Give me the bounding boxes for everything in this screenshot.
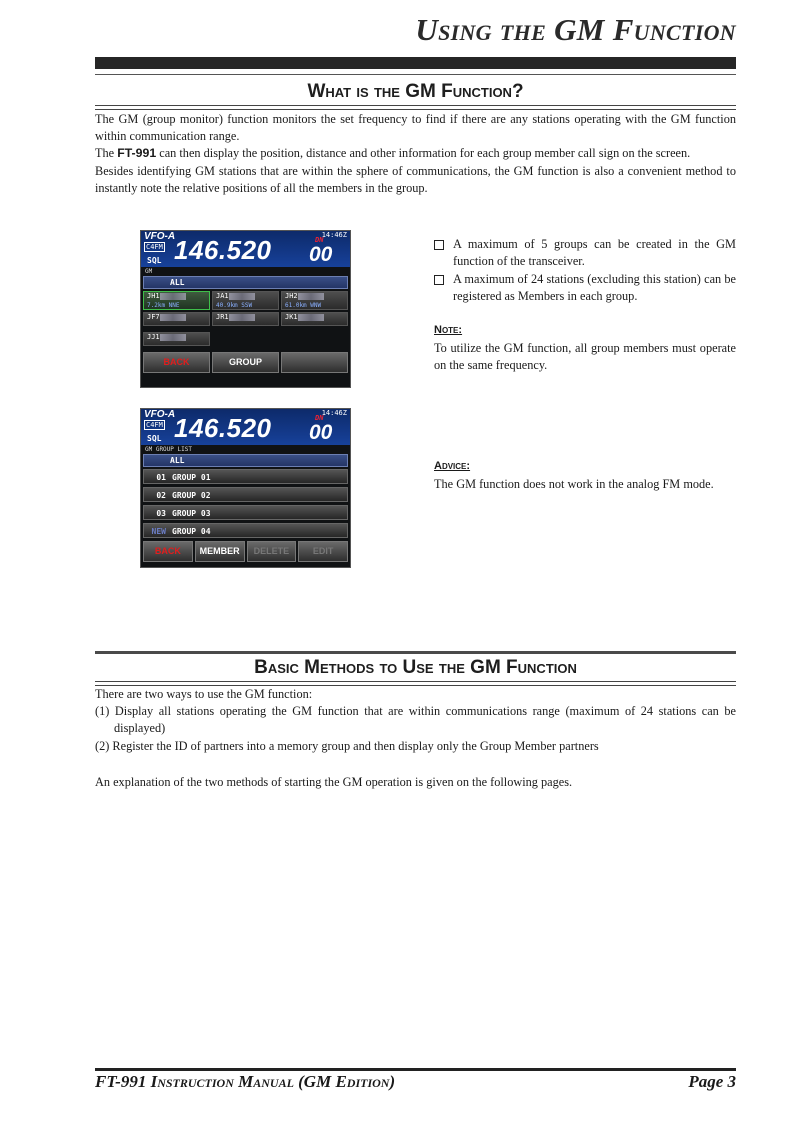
screen-button-row <box>143 541 348 562</box>
screen-label: GM <box>145 268 153 275</box>
screen-button-row <box>143 352 348 373</box>
group-row[interactable]: 02 GROUP 02 <box>143 487 348 502</box>
screen-frequency-display <box>141 409 350 445</box>
group-row[interactable]: 01 GROUP 01 <box>143 469 348 484</box>
gm-station-screen <box>140 230 351 388</box>
dn-indicator: DN <box>315 414 324 422</box>
mode-tag: C4FM <box>146 243 163 251</box>
group-row[interactable]: 03 GROUP 03 <box>143 505 348 520</box>
footer-manual-title: FT-991 Instruction Manual (GM Edition) <box>95 1072 396 1091</box>
group-row[interactable]: NEW GROUP 04 <box>143 523 348 538</box>
vfo-label: VFO-A <box>144 231 176 242</box>
section-heading-what-is-gm: What is the GM Function? <box>307 81 524 102</box>
clock: 14:46Z <box>321 231 347 239</box>
all-bar[interactable]: ALL <box>143 454 348 467</box>
method-item-2: (2) Register the ID of partners into a memory group and then display only the Group Member partners <box>95 738 599 753</box>
edit-button[interactable]: EDIT <box>298 541 348 562</box>
clock: 14:46Z <box>321 409 347 417</box>
blank-button[interactable] <box>281 352 348 373</box>
methods-closing: An explanation of the two methods of starting the GM operation is given on the following pages. <box>95 775 573 789</box>
station-cell[interactable]: JH2 61.0km WNW <box>281 291 348 310</box>
methods-intro: There are two ways to use the GM function: <box>95 687 313 701</box>
station-cell[interactable]: JK1 <box>281 312 348 326</box>
page-number: Page 3 <box>688 1072 736 1091</box>
header-bar <box>95 57 736 69</box>
page-title: Using the GM Function <box>415 12 736 47</box>
sql-indicator: SQL <box>147 256 162 265</box>
station-row <box>143 332 348 346</box>
method-item-1: (1) Display all stations operating the GM function that are within communications range (maximum of 24 stations can be displayed) <box>95 704 736 736</box>
note-heading: Note: <box>434 324 463 336</box>
footer-rule <box>95 1068 736 1071</box>
station-cell[interactable]: JF7 <box>143 312 210 326</box>
frequency-sub: 00 <box>309 421 333 444</box>
checkbox-bullet-icon <box>434 275 444 285</box>
paragraph-3: Besides identifying GM stations that are within the sphere of communications, the GM function is also a convenient method to instantly note the relative positions of all the members in the group. <box>95 163 736 195</box>
note-text: To utilize the GM function, all group members must operate on the same frequency. <box>434 341 736 373</box>
station-cell[interactable]: JR1 <box>212 312 279 326</box>
station-cell[interactable]: JJ1 <box>143 332 210 346</box>
station-row <box>143 312 348 326</box>
empty-cell <box>212 332 279 346</box>
section-heading-basic-methods: Basic Methods to Use the GM Function <box>254 657 577 678</box>
paragraph-2-pre: The <box>95 146 118 161</box>
station-row <box>143 291 348 310</box>
paragraph-2-post: can then display the position, distance and other information for each group member call sign on the screen. <box>156 146 691 161</box>
frequency-main: 146.520 <box>174 235 272 265</box>
screen-label: GM GROUP LIST <box>145 446 192 453</box>
frequency-sub: 00 <box>309 243 333 266</box>
vfo-label: VFO-A <box>144 409 176 420</box>
methods-list <box>95 686 736 755</box>
paragraph-1: The GM (group monitor) function monitors the set frequency to find if there are any stations operating with the GM function within communication range. <box>95 112 736 144</box>
paragraph-2 <box>95 145 736 162</box>
all-bar[interactable]: ALL <box>143 276 348 289</box>
station-cell[interactable]: JA1 40.9km SSW <box>212 291 279 310</box>
frequency-main: 146.520 <box>174 413 272 443</box>
header-rule <box>95 74 736 75</box>
back-button[interactable]: BACK <box>143 352 210 373</box>
group-button[interactable]: GROUP <box>212 352 279 373</box>
section-rule <box>95 651 736 654</box>
screen-frequency-display <box>141 231 350 267</box>
bullet-max-stations: A maximum of 24 stations (excluding this station) can be registered as Members in each group. <box>434 271 736 305</box>
delete-button[interactable]: DELETE <box>247 541 297 562</box>
back-button[interactable]: BACK <box>143 541 193 562</box>
checkbox-bullet-icon <box>434 240 444 250</box>
advice-heading: Advice: <box>434 460 471 472</box>
advice-text: The GM function does not work in the analog FM mode. <box>434 477 714 491</box>
station-cell[interactable]: JH1 7.2km NNE <box>143 291 210 310</box>
gm-group-list-screen <box>140 408 351 568</box>
section-rule <box>95 105 736 110</box>
empty-cell <box>281 332 348 346</box>
mode-tag: C4FM <box>146 421 163 429</box>
dn-indicator: DN <box>315 236 324 244</box>
model-name: FT-991 <box>117 146 157 161</box>
sql-indicator: SQL <box>147 434 162 443</box>
bullet-max-groups: A maximum of 5 groups can be created in the GM function of the transceiver. <box>434 236 736 270</box>
member-button[interactable]: MEMBER <box>195 541 245 562</box>
intro-paragraphs <box>95 111 736 197</box>
